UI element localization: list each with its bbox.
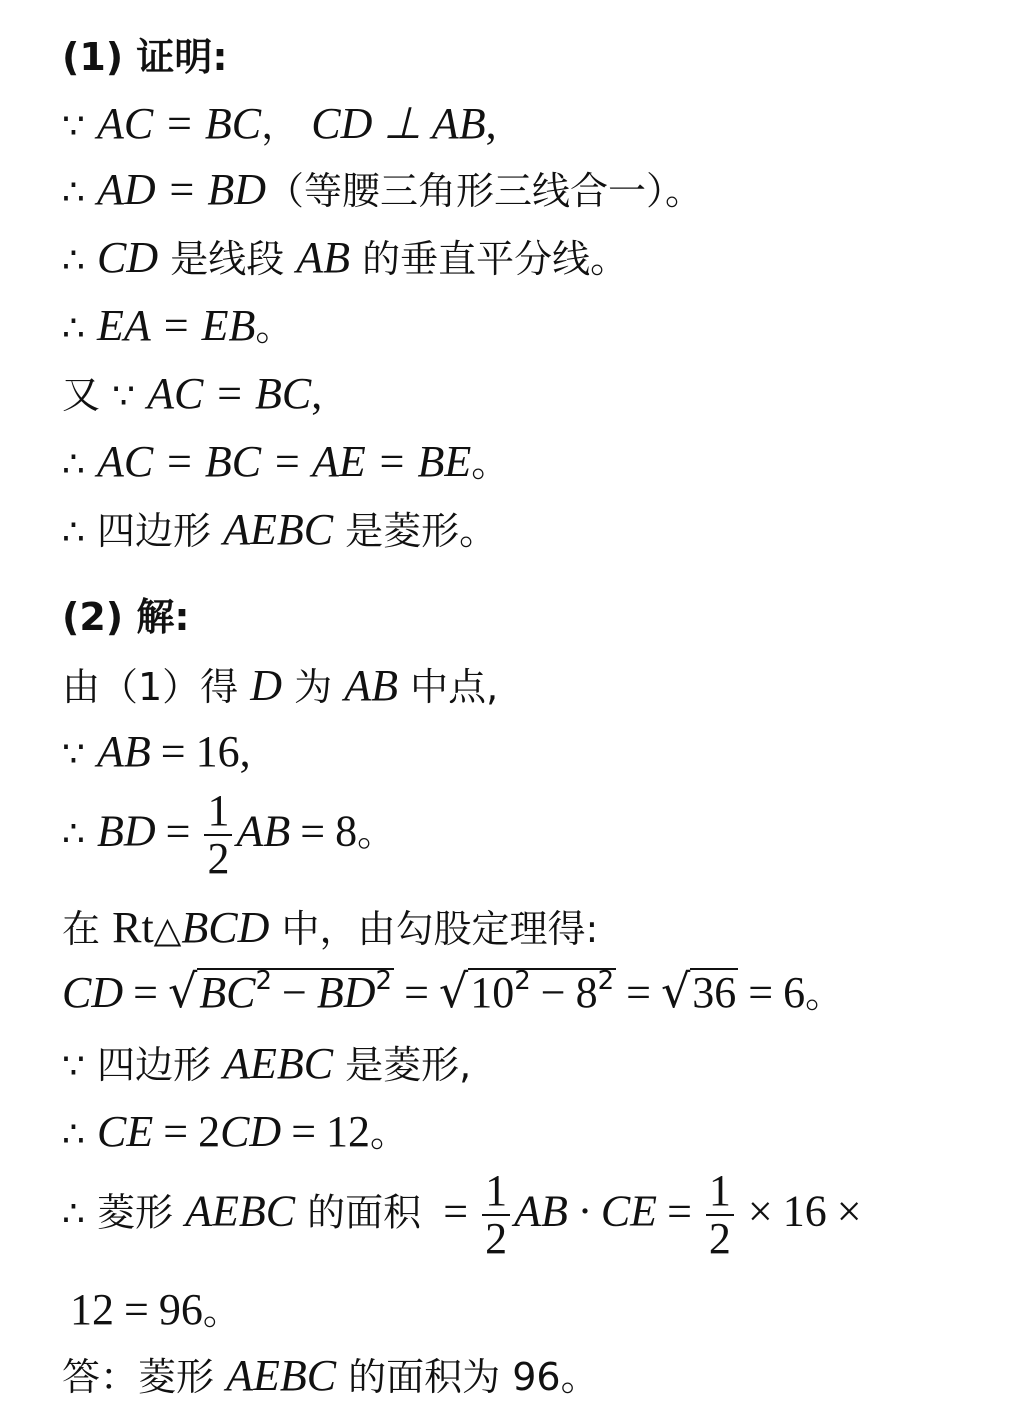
because-symbol: ∵	[62, 734, 85, 775]
because-symbol: ∵	[112, 376, 136, 417]
therefore-symbol: ∴	[62, 512, 85, 553]
proof-line-7: ∴ 四边形 AEBC 是菱形。	[62, 505, 498, 554]
fraction-one-half: $\frac{1}{2}$	[482, 1168, 510, 1262]
fraction-one-half: $\frac{1}{2}$	[706, 1168, 734, 1262]
square-root-1: $√BC^2 - BD^2$	[167, 964, 393, 1018]
solution-line-4: 在 Rt△BCD 中，由勾股定理得:	[62, 903, 599, 952]
because-symbol: ∵	[62, 106, 85, 147]
solution-line-3: ∴ BD = $\frac{1}{2}$ AB = 8。	[62, 786, 396, 884]
therefore-symbol: ∴	[62, 172, 85, 213]
therefore-symbol: ∴	[62, 1193, 85, 1235]
therefore-symbol: ∴	[62, 1114, 85, 1155]
therefore-symbol: ∴	[62, 240, 85, 281]
part1-heading: (1) 证明:	[62, 35, 228, 79]
solution-line-8: ∴ 菱形 AEBC 的面积 = $\frac{1}{2}$ AB · CE = $\frac{1}{2}$ × 16 ×	[62, 1166, 862, 1264]
therefore-symbol: ∴	[62, 308, 85, 349]
proof-line-5: 又 ∵ AC = BC,	[62, 369, 323, 418]
triangle-symbol: △	[153, 910, 182, 951]
therefore-symbol: ∴	[62, 813, 85, 855]
solution-line-7: ∴ CE = 2CD = 12。	[62, 1107, 409, 1156]
solution-line-1: 由（1）得 D 为 AB 中点,	[62, 661, 499, 710]
proof-line-4: ∴ EA = EB。	[62, 301, 294, 350]
proof-line-6: ∴ AC = BC = AE = BE。	[62, 437, 510, 486]
proof-line-3: ∴ CD 是线段 AB 的垂直平分线。	[62, 233, 629, 282]
proof-line-2: ∴ AD = BD（等腰三角形三线合一）。	[62, 165, 704, 214]
solution-line-5: CD = $√BC^2 - BD^2 = √10^2 - 8^2 = √36 = 6$。	[62, 964, 844, 1018]
part2-heading: (2) 解:	[62, 595, 190, 639]
solution-line-2: ∵ AB = 16,	[62, 727, 251, 776]
answer-line: 答：菱形 AEBC 的面积为 96。	[62, 1351, 599, 1400]
because-symbol: ∵	[62, 1046, 85, 1087]
solution-line-9: 12 = 96。	[70, 1285, 241, 1334]
square-root-2: $√10^2 - 8^2$	[438, 964, 615, 1018]
fraction-one-half: $\frac{1}{2}$	[204, 788, 232, 882]
therefore-symbol: ∴	[62, 444, 85, 485]
proof-line-1: ∵ AC = BC， CD ⊥ AB,	[62, 99, 497, 148]
solution-line-6: ∵ 四边形 AEBC 是菱形,	[62, 1039, 472, 1088]
square-root-3: √36	[660, 964, 737, 1018]
